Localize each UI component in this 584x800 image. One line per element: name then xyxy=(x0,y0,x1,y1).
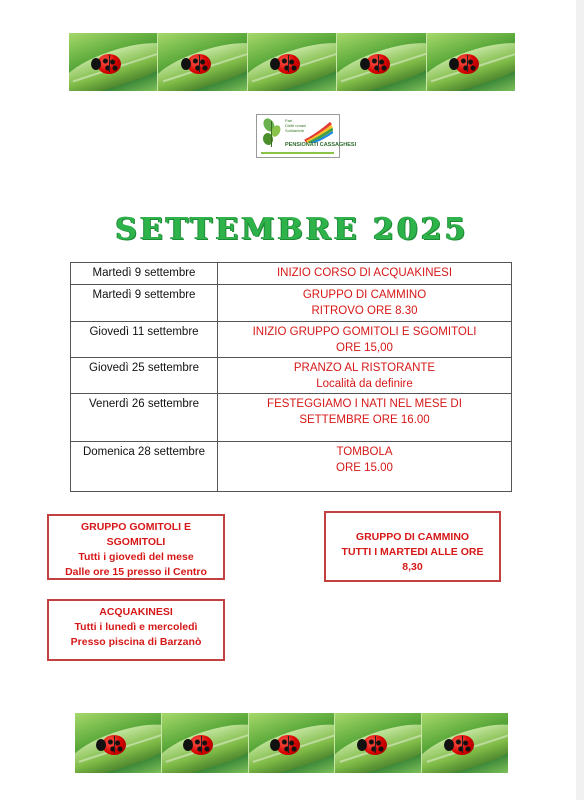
ladybug-tile xyxy=(337,33,426,91)
ladybug-icon xyxy=(189,735,213,755)
ladybug-tile xyxy=(422,713,508,773)
table-row xyxy=(71,322,512,358)
ladybug-icon xyxy=(366,54,390,74)
event-date: Martedì 9 settembre xyxy=(71,263,218,285)
pensionati-logo xyxy=(256,114,357,158)
rainbow-swoosh-icon xyxy=(303,121,333,143)
event-description: INIZIO GRUPPO GOMITOLI E SGOMITOLI ORE 15,00 xyxy=(218,322,512,358)
ladybug-icon xyxy=(455,54,479,74)
event-date: Domenica 28 settembre xyxy=(71,442,218,492)
event-date: Giovedì 11 settembre xyxy=(71,322,218,358)
leaves-icon xyxy=(261,117,283,149)
info-box-cammino: GRUPPO DI CAMMINO TUTTI I MARTEDI ALLE ORE 8,30 xyxy=(324,511,501,582)
event-description: PRANZO AL RISTORANTE Località da definire xyxy=(218,358,512,394)
table-row xyxy=(71,358,512,394)
table-row xyxy=(71,263,512,285)
info-box-gomitoli: GRUPPO GOMITOLI E SGOMITOLI Tutti i giovedì del mese Dalle ore 15 presso il Centro xyxy=(47,514,225,580)
logo-tagline: Pari Diritti umani Solidarietà xyxy=(285,118,307,133)
ladybug-icon xyxy=(276,735,300,755)
ladybug-tile xyxy=(249,713,336,773)
events-table xyxy=(70,262,512,492)
ladybug-icon xyxy=(97,54,121,74)
table-row xyxy=(71,442,512,492)
event-date: Venerdì 26 settembre xyxy=(71,394,218,442)
ladybug-tile xyxy=(158,33,247,91)
info-box-acquakinesi: ACQUAKINESI Tutti i lunedì e mercoledì Presso piscina di Barzanò xyxy=(47,599,225,661)
event-description: FESTEGGIAMO I NATI NEL MESE DI SETTEMBRE ORE 16.00 xyxy=(218,394,512,442)
ladybug-tile xyxy=(335,713,422,773)
ladybug-icon xyxy=(450,735,474,755)
event-date: Giovedì 25 settembre xyxy=(71,358,218,394)
table-row xyxy=(71,285,512,322)
ladybug-tile xyxy=(162,713,249,773)
event-description: GRUPPO DI CAMMINO RITROVO ORE 8.30 xyxy=(218,285,512,322)
table-row xyxy=(71,394,512,442)
event-date: Martedì 9 settembre xyxy=(71,285,218,322)
page-edge xyxy=(576,0,584,800)
ladybug-icon xyxy=(102,735,126,755)
logo-name: PENSIONATI CASSAGHESI xyxy=(285,142,357,148)
ladybug-tile xyxy=(427,33,515,91)
ladybug-icon xyxy=(187,54,211,74)
ladybug-banner-bottom xyxy=(75,713,508,773)
event-description: INIZIO CORSO DI ACQUAKINESI xyxy=(218,263,512,285)
ladybug-icon xyxy=(276,54,300,74)
ladybug-tile xyxy=(248,33,337,91)
ladybug-tile xyxy=(75,713,162,773)
ladybug-icon xyxy=(363,735,387,755)
page-title: SETTEMBRE 2025 xyxy=(115,212,469,247)
event-description: TOMBOLA ORE 15.00 xyxy=(218,442,512,492)
ladybug-tile xyxy=(69,33,158,91)
ladybug-banner-top xyxy=(69,33,515,91)
